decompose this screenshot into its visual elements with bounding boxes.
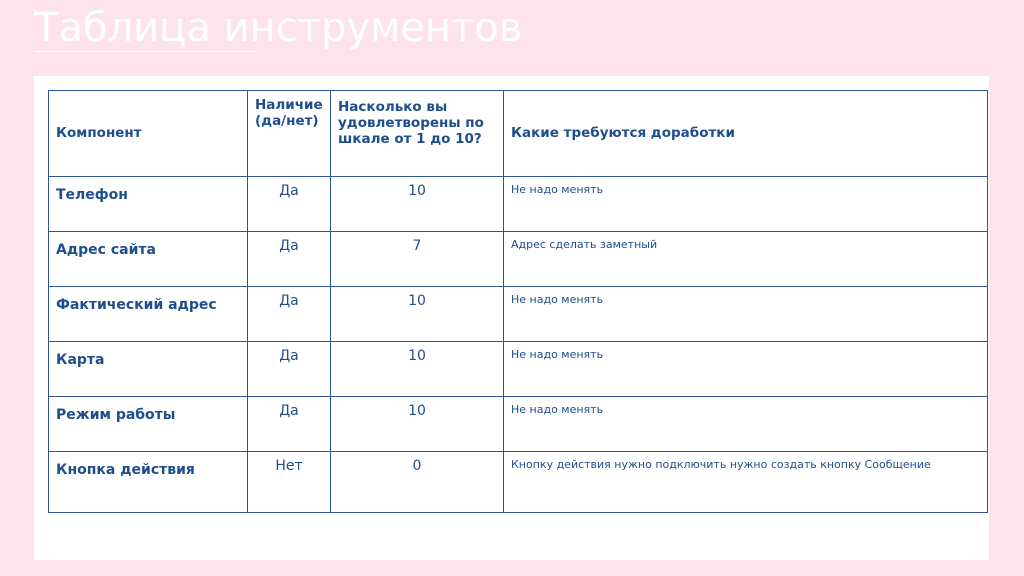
title-underline <box>34 51 256 52</box>
cell-component: Режим работы <box>49 397 248 452</box>
table-row <box>49 232 988 287</box>
slide-title: Таблица инструментов <box>34 5 523 51</box>
header-satisfaction: Насколько вы удовлетворены по шкале от 1 до 10? <box>331 91 504 177</box>
cell-improvement: Не надо менять <box>504 342 988 397</box>
cell-improvement: Адрес сделать заметный <box>504 232 988 287</box>
cell-improvement: Не надо менять <box>504 287 988 342</box>
cell-score: 10 <box>331 397 504 452</box>
cell-score: 10 <box>331 287 504 342</box>
header-improvements: Какие требуются доработки <box>504 91 988 177</box>
table-row <box>49 177 988 232</box>
table-header-row <box>49 91 988 177</box>
header-availability: Наличие (да/нет) <box>248 91 331 177</box>
cell-improvement: Не надо менять <box>504 177 988 232</box>
cell-score: 10 <box>331 177 504 232</box>
cell-component: Адрес сайта <box>49 232 248 287</box>
cell-availability: Да <box>248 177 331 232</box>
cell-availability: Да <box>248 232 331 287</box>
cell-improvement: Не надо менять <box>504 397 988 452</box>
cell-availability: Да <box>248 287 331 342</box>
table-row <box>49 452 988 513</box>
cell-component: Карта <box>49 342 248 397</box>
table-row <box>49 287 988 342</box>
content-panel <box>34 76 989 560</box>
cell-component: Кнопка действия <box>49 452 248 513</box>
cell-component: Телефон <box>49 177 248 232</box>
table-row <box>49 342 988 397</box>
cell-improvement: Кнопку действия нужно подключить нужно создать кнопку Сообщение <box>504 452 988 513</box>
cell-availability: Да <box>248 397 331 452</box>
cell-availability: Да <box>248 342 331 397</box>
cell-availability: Нет <box>248 452 331 513</box>
header-component: Компонент <box>49 91 248 177</box>
cell-component: Фактический адрес <box>49 287 248 342</box>
table-row <box>49 397 988 452</box>
cell-score: 10 <box>331 342 504 397</box>
tools-table <box>48 90 988 513</box>
cell-score: 0 <box>331 452 504 513</box>
cell-score: 7 <box>331 232 504 287</box>
